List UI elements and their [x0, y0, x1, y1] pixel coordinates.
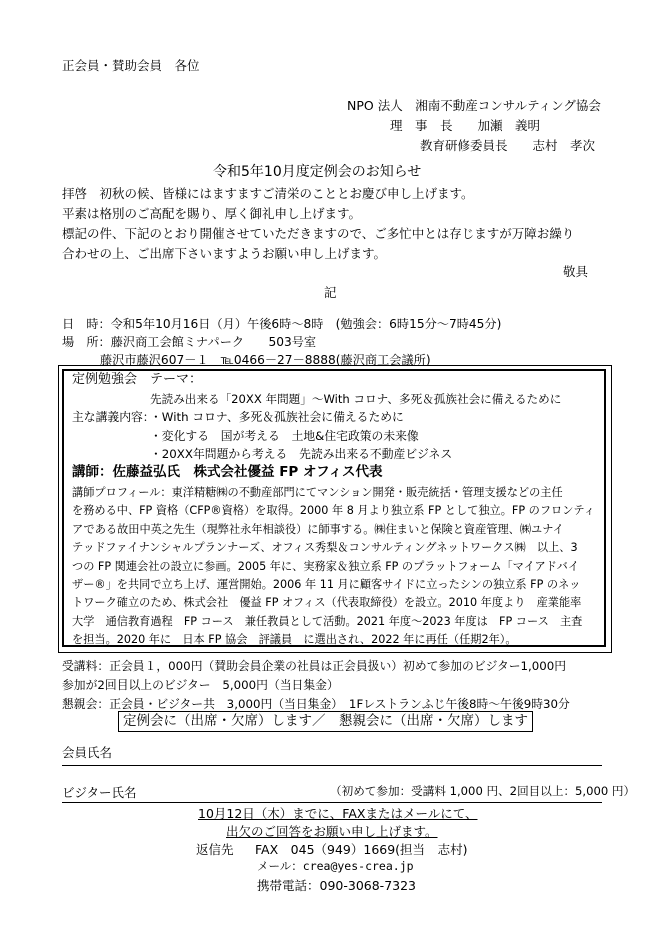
- profile-line: ザー®」を共同で立ち上げ、運営開始。2006 年 11 月に顧客サイドに立ったシンの独立系 FP のネッ: [72, 578, 581, 592]
- sender-chair: 理 事 長 加瀬 義明: [390, 118, 541, 133]
- greeting-line: 拝啓 初秋の候、皆様にはますますご清栄のこととお慶び申し上げます。: [62, 186, 474, 201]
- reply-email: メール：crea@yes-crea.jp: [257, 859, 414, 873]
- rsvp-choice-box[interactable]: 定例会に（出席・欠席）します／ 懇親会に（出席・欠席）します: [118, 711, 533, 732]
- greeting-line: 合わせの上、ご出席下さいますようお願い申し上げます。: [62, 246, 387, 261]
- greeting: [62, 184, 602, 264]
- addressee: 正会員・賛助会員 各位: [62, 58, 200, 73]
- reply-to-label: 返信先: [196, 842, 234, 857]
- visitor-name-line[interactable]: [62, 802, 602, 803]
- lecturer-profile: [72, 484, 595, 650]
- profile-line: トワーク確立のため、株式会社 優益 FP オフィス（代表取締役）を設立。2010 年度より 産業能率: [72, 596, 582, 610]
- fee-line: 受講料：正会員１，000円（賛助会員企業の社員は正会員扱い）初めて参加のビジター1,000円: [62, 659, 567, 673]
- fee-line: 懇親会：正会員・ビジター共 3,000円（当日集金） 1Fレストランふじ午後8時～午後9時30分: [62, 697, 570, 711]
- seminar-theme: 先読み出来る「20XX 年問題」～With コロナ、多死＆孤族社会に備えるために: [150, 392, 562, 406]
- seminar-topics-label: 主な講義内容：: [72, 410, 155, 424]
- seminar-topic: ・With コロナ、多死＆孤族社会に備えるために: [150, 410, 404, 424]
- sender-org: NPO 法人 湘南不動産コンサルティング協会: [347, 98, 601, 113]
- schedule-address: 藤沢市藤沢607－１ ℡0466－27－8888(藤沢商工会議所): [100, 353, 431, 367]
- reply-mobile: 携帯電話：090-3068-7323: [257, 878, 417, 893]
- member-name-line[interactable]: [62, 765, 602, 766]
- profile-line: 大学 通信教育過程 FP コース 兼任教員として活動。2021 年度～2023 年度は FP コース 主査: [72, 614, 583, 628]
- fee-line: 参加が2回目以上のビジター 5,000円（当日集金）: [62, 678, 339, 692]
- seminar-topic: ・20XX年問題から考える 先読み出来る不動産ビジネス: [150, 447, 453, 461]
- member-name-label: 会員氏名: [62, 745, 113, 760]
- seminar-theme-label: 定例勉強会 テーマ：: [72, 372, 203, 387]
- seminar-topic: ・変化する 国が考える 土地&住宅政策の未来像: [150, 429, 419, 443]
- sender-committee: 教育研修委員長 志村 孝次: [420, 138, 596, 153]
- greeting-line: 標記の件、下記のとおり開催させていただきますので、ご多忙中とは存じますが万障お繰り: [62, 226, 575, 241]
- ki-heading: 記: [324, 285, 337, 300]
- reply-fax: FAX 045（949）1669(担当 志村): [255, 842, 468, 857]
- closing: 敬具: [563, 264, 589, 279]
- greeting-line: 平素は格別のご高配を賜り、厚く御礼申し上げます。: [62, 206, 362, 221]
- visitor-name-label: ビジター氏名: [62, 785, 137, 800]
- reply-deadline: 10月12日（木）までに、FAXまたはメールにて、: [198, 806, 478, 821]
- profile-line: テッドファイナンシャルプランナーズ、オフィス秀梨＆コンサルティングネットワークス㈱ 以上、3: [72, 541, 578, 555]
- profile-line: つの FP 関連会社の設立に参画。2005 年に、実務家＆独立系 FP のプラットフォーム「マイアドバイ: [72, 559, 580, 573]
- profile-line: アである故田中英之先生（現弊社永年相談役）に師事する。㈱住まいと保険と資産管理、㈱ユナイ: [72, 522, 564, 536]
- profile-line: を担当。2020 年に 日本 FP 協会 評議員 に選出され、2022 年に再任（任期2年）。: [72, 633, 517, 647]
- reply-request: 出欠のご回答をお願い申し上げます。: [226, 824, 438, 839]
- profile-line: 講師プロフィール：東洋精糖㈱の不動産部門にてマンション開発・販売統括・管理支援などの主任: [72, 486, 563, 499]
- profile-line: を務める中、FP 資格（CFP®資格）を取得。2000 年 8 月より独立系 FP として独立。FP のフロンティ: [72, 504, 595, 518]
- schedule-date: 日 時：令和5年10月16日（月）午後6時～8時 (勉強会：6時15分～7時45分): [62, 317, 502, 331]
- page-title: 令和5年10月度定例会のお知らせ: [213, 164, 422, 180]
- visitor-fee-note: （初めて参加：受講料 1,000 円、2回目以上：5,000 円）: [330, 784, 636, 798]
- seminar-lecturer: 講師：佐藤益弘氏 株式会社優益 FP オフィス代表: [72, 464, 383, 480]
- schedule-place: 場 所：藤沢商工会館ミナパーク 503号室: [62, 335, 317, 349]
